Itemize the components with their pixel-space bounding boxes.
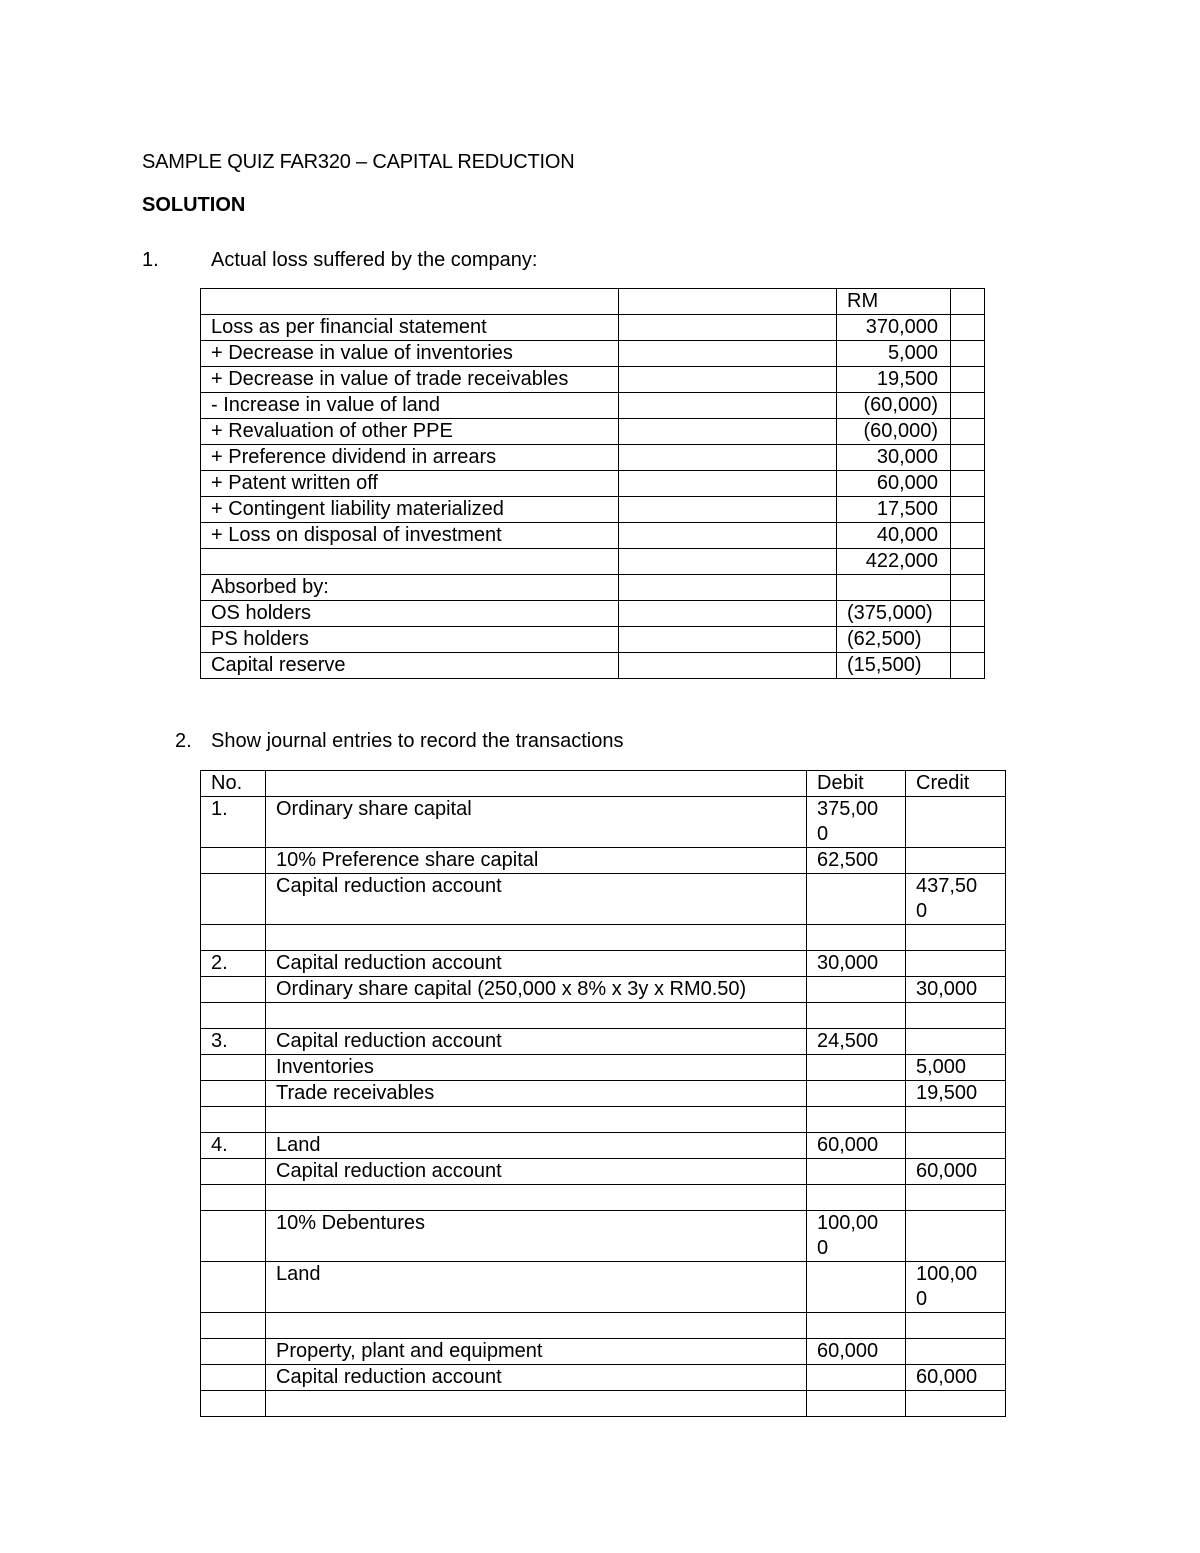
- loss-table-row: [201, 393, 985, 419]
- debit-cell: [807, 1107, 906, 1133]
- loss-blank-cell: [619, 549, 837, 575]
- entry-number-cell: [201, 1391, 266, 1417]
- loss-amount-cell: 422,000: [837, 549, 951, 575]
- credit-header-cell: Credit: [906, 771, 1006, 797]
- entry-number-cell: [201, 1081, 266, 1107]
- account-cell: Capital reduction account: [266, 874, 807, 925]
- journal-row: [201, 1133, 1006, 1159]
- absorbed-amount-cell: (15,500): [837, 653, 951, 679]
- entry-number-cell: [201, 925, 266, 951]
- entry-number-cell: [201, 1159, 266, 1185]
- credit-cell: [906, 1313, 1006, 1339]
- journal-row: [201, 977, 1006, 1003]
- absorbed-by-row: [201, 575, 985, 601]
- debit-cell: 60,000: [807, 1133, 906, 1159]
- debit-cell: [807, 1313, 906, 1339]
- account-cell: 10% Preference share capital: [266, 848, 807, 874]
- journal-table: [200, 770, 1006, 1417]
- account-cell: Ordinary share capital: [266, 797, 807, 848]
- loss-blank-cell: [619, 627, 837, 653]
- loss-label-cell: Loss as per financial statement: [201, 315, 619, 341]
- loss-blank-cell: [619, 393, 837, 419]
- journal-header-row: [201, 771, 1006, 797]
- absorbed-label-cell: Capital reserve: [201, 653, 619, 679]
- journal-row: [201, 797, 1006, 848]
- journal-row: [201, 1391, 1006, 1417]
- solution-heading: SOLUTION: [142, 194, 246, 216]
- loss-label-cell: + Decrease in value of inventories: [201, 341, 619, 367]
- credit-cell: 60,000: [906, 1365, 1006, 1391]
- credit-cell: 19,500: [906, 1081, 1006, 1107]
- loss-extra-cell: [951, 341, 985, 367]
- account-cell: Capital reduction account: [266, 1365, 807, 1391]
- debit-cell: 100,000: [807, 1211, 906, 1262]
- loss-blank-cell: [619, 653, 837, 679]
- credit-cell: 30,000: [906, 977, 1006, 1003]
- loss-table-row: [201, 445, 985, 471]
- account-cell: Land: [266, 1133, 807, 1159]
- loss-extra-cell: [951, 523, 985, 549]
- loss-table-row: [201, 367, 985, 393]
- loss-table-row: [201, 549, 985, 575]
- loss-amount-cell: 5,000: [837, 341, 951, 367]
- journal-row: [201, 848, 1006, 874]
- journal-row: [201, 925, 1006, 951]
- entry-number-cell: [201, 1339, 266, 1365]
- debit-cell: [807, 1185, 906, 1211]
- credit-cell: [906, 1003, 1006, 1029]
- entry-number-cell: [201, 1185, 266, 1211]
- loss-blank-cell: [619, 367, 837, 393]
- journal-row: [201, 1029, 1006, 1055]
- credit-cell: [906, 1391, 1006, 1417]
- account-cell: [266, 1185, 807, 1211]
- loss-table-row: [201, 341, 985, 367]
- entry-number-cell: [201, 848, 266, 874]
- loss-blank-cell: [619, 341, 837, 367]
- absorbed-row: [201, 627, 985, 653]
- account-cell: [266, 1003, 807, 1029]
- absorbed-label-cell: PS holders: [201, 627, 619, 653]
- account-cell: Capital reduction account: [266, 1159, 807, 1185]
- loss-extra-cell: [951, 471, 985, 497]
- currency-header-cell: RM: [837, 289, 951, 315]
- loss-extra-cell: [951, 627, 985, 653]
- account-cell: [266, 1313, 807, 1339]
- debit-cell: 375,000: [807, 797, 906, 848]
- entry-number-cell: [201, 1003, 266, 1029]
- loss-blank-cell: [619, 601, 837, 627]
- loss-label-cell: + Contingent liability materialized: [201, 497, 619, 523]
- account-cell: 10% Debentures: [266, 1211, 807, 1262]
- absorbed-amount-cell: (62,500): [837, 627, 951, 653]
- loss-extra-cell: [951, 445, 985, 471]
- journal-row: [201, 1262, 1006, 1313]
- loss-blank-cell: [619, 445, 837, 471]
- debit-cell: [807, 1262, 906, 1313]
- account-cell: Inventories: [266, 1055, 807, 1081]
- loss-amount-cell: (60,000): [837, 419, 951, 445]
- credit-cell: [906, 797, 1006, 848]
- debit-cell: 62,500: [807, 848, 906, 874]
- account-cell: Capital reduction account: [266, 1029, 807, 1055]
- loss-amount-cell: (60,000): [837, 393, 951, 419]
- credit-cell: [906, 1339, 1006, 1365]
- loss-amount-cell: 19,500: [837, 367, 951, 393]
- loss-table-header-row: [201, 289, 985, 315]
- debit-cell: 24,500: [807, 1029, 906, 1055]
- entry-number-cell: [201, 1365, 266, 1391]
- account-cell: Trade receivables: [266, 1081, 807, 1107]
- loss-blank-cell: [619, 471, 837, 497]
- loss-blank-cell: [619, 575, 837, 601]
- loss-amount-cell: 17,500: [837, 497, 951, 523]
- question-2-text: Show journal entries to record the transactions: [211, 730, 624, 752]
- loss-extra-cell: [951, 315, 985, 341]
- entry-number-cell: 2.: [201, 951, 266, 977]
- credit-cell: [906, 1185, 1006, 1211]
- loss-blank-cell: [619, 497, 837, 523]
- account-cell: Land: [266, 1262, 807, 1313]
- credit-cell: [906, 1029, 1006, 1055]
- entry-number-cell: [201, 1211, 266, 1262]
- credit-cell: 60,000: [906, 1159, 1006, 1185]
- debit-cell: [807, 1081, 906, 1107]
- debit-cell: 60,000: [807, 1339, 906, 1365]
- loss-blank-header-cell: [619, 289, 837, 315]
- loss-table-row: [201, 523, 985, 549]
- credit-cell: [906, 1133, 1006, 1159]
- loss-extra-cell: [951, 653, 985, 679]
- journal-row: [201, 1365, 1006, 1391]
- entry-number-cell: [201, 977, 266, 1003]
- loss-table-body: [201, 289, 985, 679]
- loss-amount-cell: 60,000: [837, 471, 951, 497]
- loss-label-cell: + Decrease in value of trade receivables: [201, 367, 619, 393]
- document-title: SAMPLE QUIZ FAR320 – CAPITAL REDUCTION: [142, 151, 575, 173]
- journal-row: [201, 1339, 1006, 1365]
- account-cell: [266, 1107, 807, 1133]
- entry-number-cell: 4.: [201, 1133, 266, 1159]
- journal-row: [201, 1081, 1006, 1107]
- absorbed-row: [201, 601, 985, 627]
- journal-row: [201, 951, 1006, 977]
- entry-number-cell: [201, 1107, 266, 1133]
- journal-row: [201, 1211, 1006, 1262]
- debit-cell: [807, 1365, 906, 1391]
- question-1-number: 1.: [142, 249, 159, 271]
- debit-cell: 30,000: [807, 951, 906, 977]
- loss-label-cell: + Revaluation of other PPE: [201, 419, 619, 445]
- entry-number-cell: [201, 874, 266, 925]
- entry-number-cell: [201, 1262, 266, 1313]
- loss-blank-cell: [619, 315, 837, 341]
- credit-cell: [906, 1107, 1006, 1133]
- journal-row: [201, 1313, 1006, 1339]
- journal-row: [201, 1185, 1006, 1211]
- entry-number-cell: 1.: [201, 797, 266, 848]
- entry-number-cell: 3.: [201, 1029, 266, 1055]
- loss-table: [200, 288, 985, 679]
- debit-cell: [807, 1159, 906, 1185]
- loss-extra-cell: [951, 419, 985, 445]
- account-header-cell: [266, 771, 807, 797]
- entry-number-cell: [201, 1055, 266, 1081]
- journal-row: [201, 874, 1006, 925]
- absorbed-label-cell: OS holders: [201, 601, 619, 627]
- loss-label-cell: + Patent written off: [201, 471, 619, 497]
- loss-table-row: [201, 419, 985, 445]
- credit-cell: 437,500: [906, 874, 1006, 925]
- loss-amount-cell: [837, 575, 951, 601]
- account-cell: [266, 1391, 807, 1417]
- loss-blank-cell: [619, 419, 837, 445]
- loss-label-cell: + Loss on disposal of investment: [201, 523, 619, 549]
- credit-cell: 100,000: [906, 1262, 1006, 1313]
- loss-table-row: [201, 471, 985, 497]
- debit-cell: [807, 1003, 906, 1029]
- journal-row: [201, 1055, 1006, 1081]
- absorbed-row: [201, 653, 985, 679]
- absorbed-amount-cell: (375,000): [837, 601, 951, 627]
- credit-cell: [906, 925, 1006, 951]
- debit-cell: [807, 925, 906, 951]
- loss-extra-header-cell: [951, 289, 985, 315]
- loss-label-header-cell: [201, 289, 619, 315]
- credit-cell: [906, 1211, 1006, 1262]
- journal-row: [201, 1159, 1006, 1185]
- loss-label-cell: - Increase in value of land: [201, 393, 619, 419]
- account-cell: Ordinary share capital (250,000 x 8% x 3y x RM0.50): [266, 977, 807, 1003]
- credit-cell: [906, 951, 1006, 977]
- debit-cell: [807, 977, 906, 1003]
- debit-header-cell: Debit: [807, 771, 906, 797]
- debit-cell: [807, 874, 906, 925]
- loss-amount-cell: 30,000: [837, 445, 951, 471]
- no-header-cell: No.: [201, 771, 266, 797]
- loss-blank-cell: [619, 523, 837, 549]
- loss-extra-cell: [951, 393, 985, 419]
- loss-extra-cell: [951, 549, 985, 575]
- loss-amount-cell: 40,000: [837, 523, 951, 549]
- absorbed-by-label-cell: Absorbed by:: [201, 575, 619, 601]
- loss-extra-cell: [951, 497, 985, 523]
- account-cell: [266, 925, 807, 951]
- loss-table-row: [201, 497, 985, 523]
- debit-cell: [807, 1391, 906, 1417]
- loss-table-row: [201, 315, 985, 341]
- question-1-text: Actual loss suffered by the company:: [211, 249, 538, 271]
- credit-cell: 5,000: [906, 1055, 1006, 1081]
- journal-row: [201, 1003, 1006, 1029]
- entry-number-cell: [201, 1313, 266, 1339]
- journal-table-body: [201, 771, 1006, 1417]
- journal-row: [201, 1107, 1006, 1133]
- loss-extra-cell: [951, 367, 985, 393]
- credit-cell: [906, 848, 1006, 874]
- question-2-number: 2.: [175, 730, 192, 752]
- loss-label-cell: [201, 549, 619, 575]
- loss-label-cell: + Preference dividend in arrears: [201, 445, 619, 471]
- account-cell: Property, plant and equipment: [266, 1339, 807, 1365]
- debit-cell: [807, 1055, 906, 1081]
- account-cell: Capital reduction account: [266, 951, 807, 977]
- loss-extra-cell: [951, 601, 985, 627]
- loss-extra-cell: [951, 575, 985, 601]
- loss-amount-cell: 370,000: [837, 315, 951, 341]
